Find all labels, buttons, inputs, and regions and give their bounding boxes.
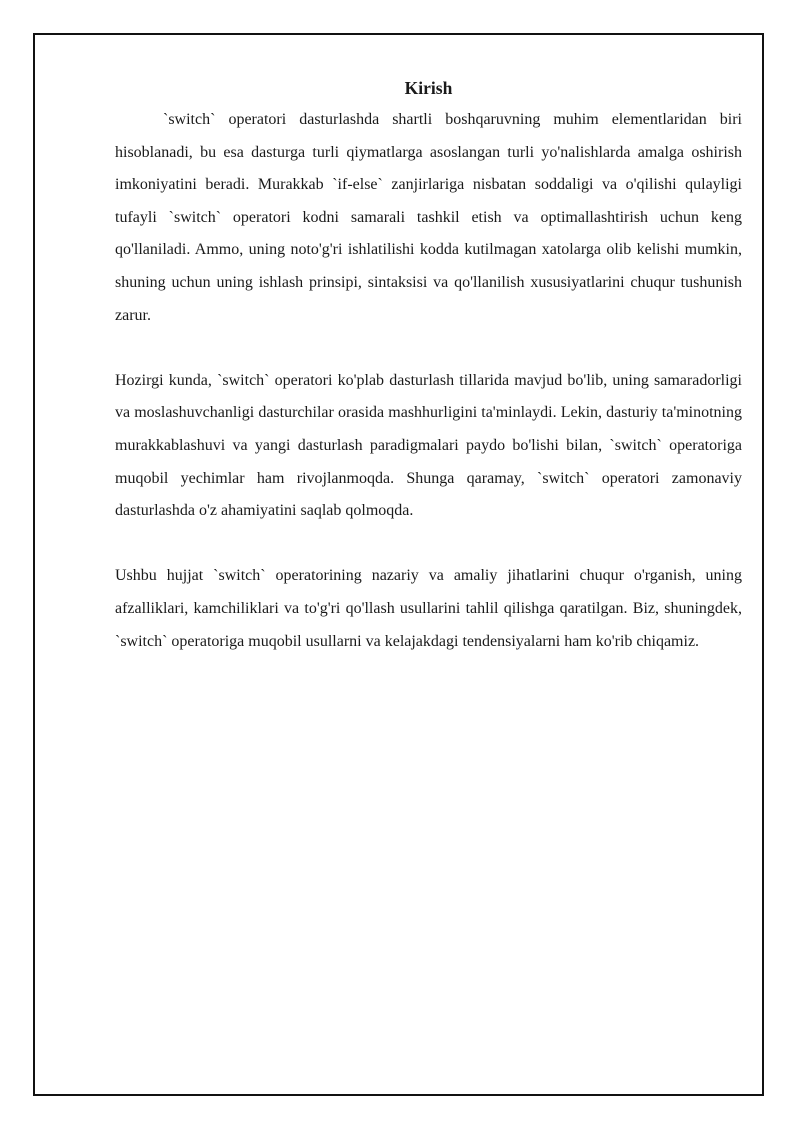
paragraph-current-state: Hozirgi kunda, `switch` operatori ko'plab dasturlash tillarida mavjud bo'lib, uning samaradorligi va moslashuvchanligi dasturchilar orasida mashhurligini ta'minlaydi. Lekin, dasturiy ta'minotning murakkablashuvi va yangi dasturlash paradigmalari paydo bo'lishi bilan, `switch` operatoriga muqobil yechimlar ham rivojlanmoqda. Shunga qaramay, `switch` operatori zamonaviy dasturlashda o'z ahamiyatini saqlab qolmoqda. <box>115 371 742 520</box>
paragraph-spacer <box>115 332 742 365</box>
document-title: Kirish <box>404 78 453 98</box>
paragraph-purpose: Ushbu hujjat `switch` operatorining nazariy va amaliy jihatlarini chuqur o'rganish, uning afzalliklari, kamchiliklari va to'g'ri qo'llash usullarini tahlil qilishga qaratilgan. Biz, shuningdek, `switch` operatoriga muqobil usullarni va kelajakdagi tendensiyalarni ham ko'rib chiqamiz. <box>115 567 742 650</box>
document-body <box>115 76 742 658</box>
paragraph-intro: `switch` operatori dasturlashda shartli boshqaruvning muhim elementlaridan biri hisoblanadi, bu esa dasturga turli qiymatlarga asoslangan turli yo'nalishlarda amalga oshirish imkoniyatini beradi. Murakkab `if-else` zanjirlariga nisbatan soddaligi va o'qilishi qulayligi tufayli `switch` operatori kodni samarali tashkil etish va optimallashtirish uchun keng qo'llaniladi. Ammo, uning noto'g'ri ishlatilishi kodda kutilmagan xatolarga olib kelishi mumkin, shuning uchun uning ishlash prinsipi, sintaksisi va qo'llanilish xususiyatlarini chuqur tushunish zarur. <box>115 111 742 324</box>
paragraph-spacer <box>115 528 742 561</box>
